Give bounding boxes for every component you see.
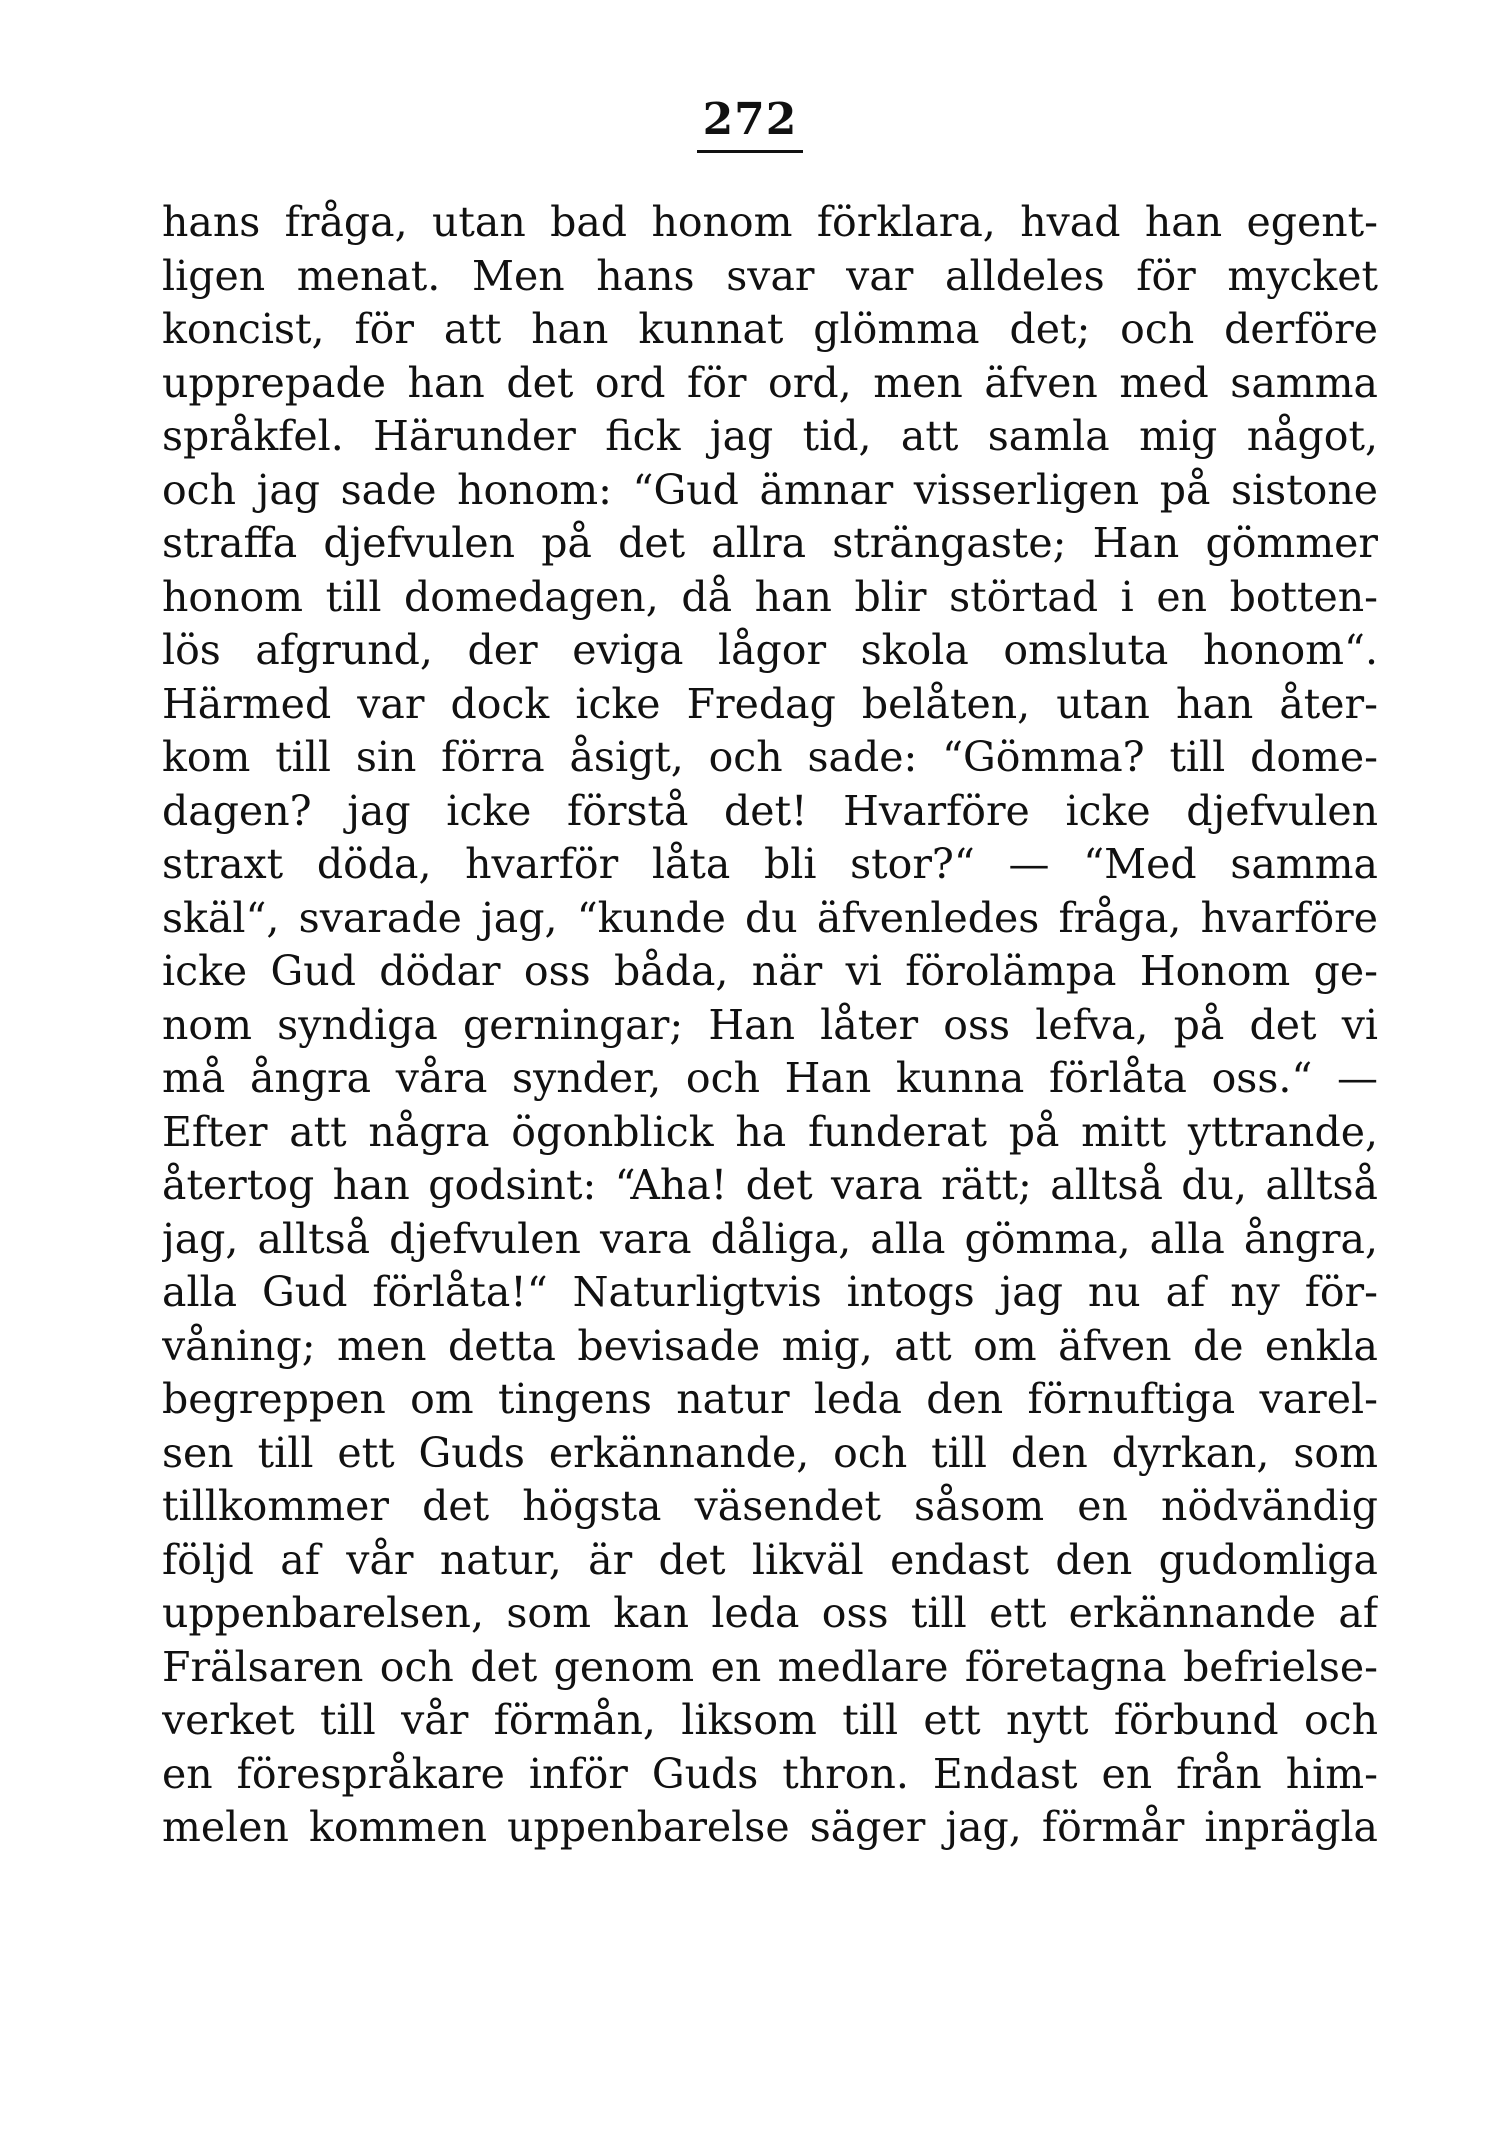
text-line: och jag sade honom: “Gud ämnar visserligen på sistone [162, 465, 1378, 514]
text-line: uppenbarelsen, som kan leda oss till ett erkännande af [162, 1589, 1378, 1637]
text-line: straffa djefvulen på det allra strängaste; Han gömmer [162, 519, 1378, 567]
text-line: koncist, för att han kunnat glömma det; och derföre [162, 305, 1378, 353]
text-line: kom till sin förra åsigt, och sade: “Gömma? till dome- [162, 733, 1378, 781]
text-line: nom syndiga gerningar; Han låter oss lefva, på det vi [162, 1000, 1378, 1049]
text-line: följd af vår natur, är det likväl endast den gudomliga [162, 1535, 1378, 1584]
text-line: icke Gud dödar oss båda, när vi förolämpa Honom ge- [162, 947, 1378, 995]
text-line: Härmed var dock icke Fredag belåten, utan han åter- [162, 679, 1378, 728]
text-line: hans fråga, utan bad honom förklara, hvad han egent- [162, 198, 1378, 246]
text-line: verket till vår förmån, liksom till ett nytt förbund och [162, 1696, 1378, 1744]
page-number [0, 94, 1500, 153]
text-line: upprepade han det ord för ord, men äfven med samma [162, 358, 1378, 407]
text-line: en förespråkare inför Guds thron. Endast en från him- [162, 1749, 1378, 1798]
text-line: begreppen om tingens natur leda den förnuftiga varel- [162, 1375, 1378, 1423]
text-line: lös afgrund, der eviga lågor skola omsluta honom“. [162, 626, 1378, 674]
text-line: jag, alltså djefvulen vara dåliga, alla gömma, alla ångra, [162, 1214, 1378, 1263]
text-line: våning; men detta bevisade mig, att om äfven de enkla [162, 1321, 1378, 1370]
text-line: dagen? jag icke förstå det! Hvarföre icke djefvulen [162, 786, 1378, 835]
text-line: ligen menat. Men hans svar var alldeles för mycket [162, 251, 1378, 300]
text-line: språkfel. Härunder fick jag tid, att samla mig något, [162, 412, 1378, 460]
text-line: skäl“, svarade jag, “kunde du äfvenledes fråga, hvarföre [162, 893, 1378, 942]
text-line: honom till domedagen, då han blir störtad i en botten- [162, 572, 1378, 621]
text-line: alla Gud förlåta!“ Naturligtvis intogs jag nu af ny för- [162, 1268, 1378, 1316]
text-line: sen till ett Guds erkännande, och till den dyrkan, som [162, 1428, 1378, 1477]
page-number-text: 272 [697, 98, 804, 153]
text-line: melen kommen uppenbarelse säger jag, förmår inprägla [162, 1803, 1378, 1851]
text-line: Efter att några ögonblick ha funderat på mitt yttrande, [162, 1107, 1378, 1156]
text-line: återtog han godsint: “Aha! det vara rätt; alltså du, alltså [162, 1161, 1378, 1209]
text-line: tillkommer det högsta väsendet såsom en nödvändig [162, 1482, 1378, 1530]
text-line: straxt döda, hvarför låta bli stor?“ — “Med samma [162, 840, 1378, 888]
text-line: må ångra våra synder, och Han kunna förlåta oss.“ — [162, 1054, 1378, 1102]
text-line: Frälsaren och det genom en medlare företagna befrielse- [162, 1642, 1378, 1691]
body-text [162, 196, 1378, 1855]
